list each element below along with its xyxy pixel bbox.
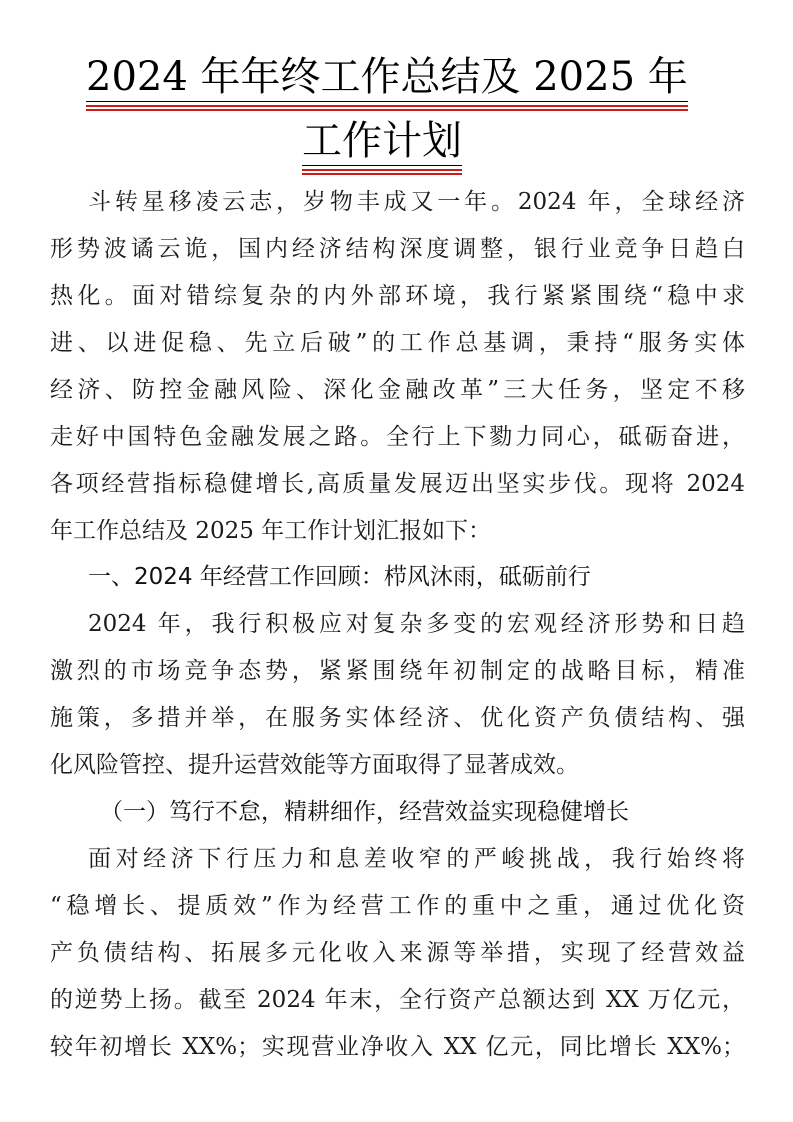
intro-line-4: 进、以进促稳、先立后破”的工作总基调，秉持“服务实体 (50, 330, 745, 356)
subsection-1-line-2: “稳增长、提质效”作为经营工作的重中之重，通过优化资 (50, 893, 745, 919)
document-title-line-2 (302, 119, 462, 166)
section-1-heading: 一、2024 年经营工作回顾：栉风沐雨，砥砺前行 (88, 564, 591, 590)
section-1-line-4: 化风险管控、提升运营效能等方面取得了显著成效。 (50, 752, 579, 778)
subsection-1-line-5: 较年初增长 XX%；实现营业净收入 XX 亿元，同比增长 XX%； (50, 1034, 745, 1060)
subsection-1-line-3: 产负债结构、拓展多元化收入来源等举措，实现了经营效益 (50, 940, 745, 966)
subsection-1-heading: （一）笃行不怠，精耕细作，经营效益实现稳健增长 (100, 799, 629, 825)
intro-line-8: 年工作总结及 2025 年工作计划汇报如下： (50, 518, 492, 544)
title-text-2: 工作计划 (302, 118, 462, 164)
intro-line-6: 走好中国特色金融发展之路。全行上下勠力同心，砥砺奋进， (50, 424, 745, 450)
section-1-line-1: 2024 年，我行积极应对复杂多变的宏观经济形势和日趋 (88, 611, 745, 637)
subsection-1-line-4: 的逆势上扬。截至 2024 年末，全行资产总额达到 XX 万亿元， (50, 987, 745, 1013)
intro-line-1: 斗转星移凌云志，岁物丰成又一年。2024 年，全球经济 (88, 189, 745, 215)
intro-line-5: 经济、防控金融风险、深化金融改革”三大任务，坚定不移 (50, 377, 745, 403)
intro-line-2: 形势波谲云诡，国内经济结构深度调整，银行业竞争日趋白 (50, 236, 745, 262)
intro-line-3: 热化。面对错综复杂的内外部环境，我行紧紧围绕“稳中求 (50, 283, 745, 309)
section-1-line-2: 激烈的市场竞争态势，紧紧围绕年初制定的战略目标，精准 (50, 658, 745, 684)
intro-line-7: 各项经营指标稳健增长,高质量发展迈出坚实步伐。现将 2024 (50, 471, 745, 497)
subsection-1-line-1: 面对经济下行压力和息差收窄的严峻挑战，我行始终将 (88, 846, 745, 872)
document-title-line-1 (86, 55, 746, 102)
section-1-line-3: 施策，多措并举，在服务实体经济、优化资产负债结构、强 (50, 705, 745, 731)
title-text-1: 2024 年年终工作总结及 2025 年 (86, 54, 688, 100)
